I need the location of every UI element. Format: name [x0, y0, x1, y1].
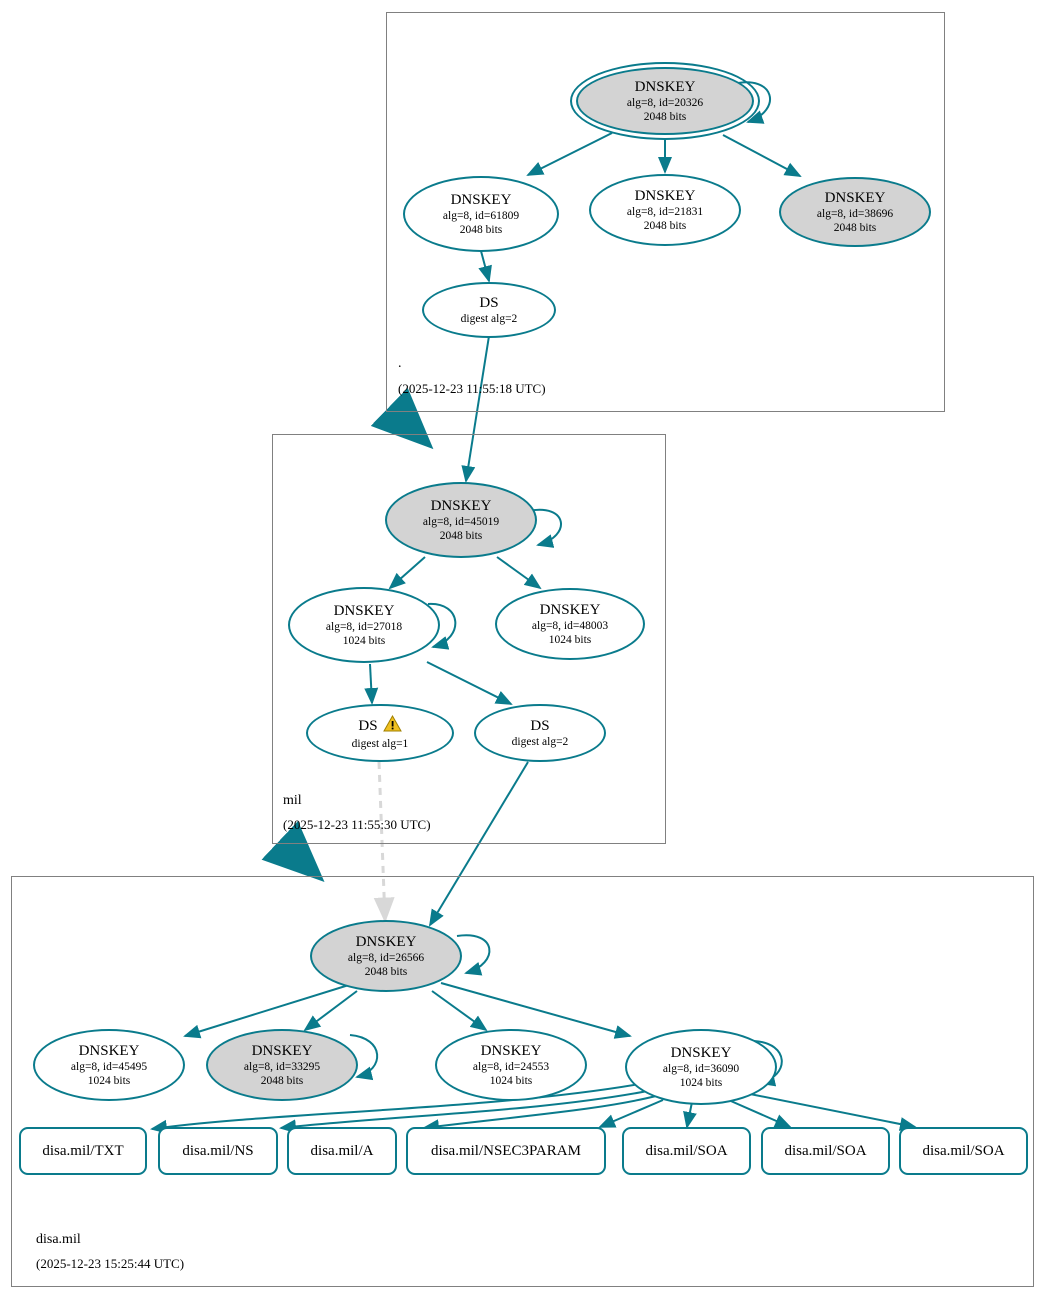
node-dnskey-36090-keyinfo: alg=8, id=36090	[662, 1062, 740, 1075]
node-dnskey-36090[interactable]	[625, 1029, 777, 1105]
warning-icon	[383, 715, 402, 737]
rrset-disa-mil-nsec3param-label: disa.mil/NSEC3PARAM	[431, 1142, 581, 1159]
node-dnskey-21831[interactable]	[589, 174, 741, 246]
zone-date-mil: (2025-12-23 11:55:30 UTC)	[283, 817, 431, 832]
node-dnskey-48003-size: 1024 bits	[548, 633, 592, 646]
node-dnskey-27018-title: DNSKEY	[333, 602, 395, 619]
node-dnskey-24553-title: DNSKEY	[480, 1042, 542, 1059]
node-ds-mil-digest1-digest: digest alg=1	[351, 738, 409, 750]
node-dnskey-33295[interactable]	[206, 1029, 358, 1101]
rrset-disa-mil-soa-1-label: disa.mil/SOA	[645, 1142, 728, 1159]
node-dnskey-61809-title: DNSKEY	[450, 191, 512, 208]
node-ds-root-digest: digest alg=2	[460, 312, 518, 325]
node-dnskey-33295-title: DNSKEY	[251, 1042, 313, 1059]
zone-date-disa-mil: (2025-12-23 15:25:44 UTC)	[36, 1256, 185, 1271]
node-dnskey-48003-keyinfo: alg=8, id=48003	[531, 619, 609, 632]
node-dnskey-33295-size: 2048 bits	[260, 1074, 304, 1087]
zone-label-root: .	[398, 356, 402, 371]
node-dnskey-45495-title: DNSKEY	[78, 1042, 140, 1059]
node-dnskey-26566[interactable]	[310, 920, 462, 992]
node-ds-mil-digest2-digest: digest alg=2	[511, 735, 569, 748]
node-dnskey-27018[interactable]	[288, 587, 440, 663]
rrset-disa-mil-nsec3param[interactable]	[406, 1127, 606, 1175]
node-dnskey-24553-keyinfo: alg=8, id=24553	[472, 1060, 550, 1073]
node-dnskey-20326-keyinfo: alg=8, id=20326	[626, 96, 704, 109]
node-dnskey-20326-size: 2048 bits	[643, 110, 687, 123]
rrset-disa-mil-soa-1[interactable]	[622, 1127, 751, 1175]
rrset-disa-mil-soa-3-label: disa.mil/SOA	[922, 1142, 1005, 1159]
node-dnskey-20326[interactable]	[576, 67, 754, 135]
node-ds-root-title: DS	[479, 294, 499, 311]
node-dnskey-24553[interactable]	[435, 1029, 587, 1101]
rrset-disa-mil-ns-label: disa.mil/NS	[182, 1142, 254, 1159]
zone-label-mil: mil	[283, 793, 302, 808]
node-dnskey-45019-title: DNSKEY	[430, 497, 492, 514]
node-ds-mil-digest2-title: DS	[530, 717, 550, 734]
node-dnskey-61809[interactable]	[403, 176, 559, 252]
node-dnskey-27018-keyinfo: alg=8, id=27018	[325, 620, 403, 633]
rrset-disa-mil-txt-label: disa.mil/TXT	[42, 1142, 124, 1159]
node-dnskey-45495-keyinfo: alg=8, id=45495	[70, 1060, 148, 1073]
rrset-disa-mil-txt[interactable]	[19, 1127, 147, 1175]
node-dnskey-45019-keyinfo: alg=8, id=45019	[422, 515, 500, 528]
rrset-disa-mil-a[interactable]	[287, 1127, 397, 1175]
node-dnskey-21831-keyinfo: alg=8, id=21831	[626, 205, 704, 218]
node-dnskey-45019[interactable]	[385, 482, 537, 558]
node-dnskey-48003-title: DNSKEY	[539, 601, 601, 618]
node-dnskey-24553-size: 1024 bits	[489, 1074, 533, 1087]
node-dnskey-26566-title: DNSKEY	[355, 933, 417, 950]
rrset-disa-mil-soa-2-label: disa.mil/SOA	[784, 1142, 867, 1159]
node-dnskey-33295-keyinfo: alg=8, id=33295	[243, 1060, 321, 1073]
node-dnskey-38696-keyinfo: alg=8, id=38696	[816, 207, 894, 220]
node-dnskey-45495[interactable]	[33, 1029, 185, 1101]
node-dnskey-61809-keyinfo: alg=8, id=61809	[442, 209, 520, 222]
zone-label-disa-mil: disa.mil	[36, 1232, 81, 1247]
rrset-disa-mil-soa-3[interactable]	[899, 1127, 1028, 1175]
node-dnskey-21831-title: DNSKEY	[634, 187, 696, 204]
node-dnskey-26566-size: 2048 bits	[364, 965, 408, 978]
rrset-disa-mil-ns[interactable]	[158, 1127, 278, 1175]
rrset-disa-mil-a-label: disa.mil/A	[310, 1142, 374, 1159]
node-dnskey-38696-title: DNSKEY	[824, 189, 886, 206]
node-ds-root[interactable]	[422, 282, 556, 338]
rrset-disa-mil-soa-2[interactable]	[761, 1127, 890, 1175]
node-dnskey-26566-keyinfo: alg=8, id=26566	[347, 951, 425, 964]
node-dnskey-36090-size: 1024 bits	[679, 1076, 723, 1089]
node-ds-mil-digest1-title: DS	[358, 717, 378, 734]
node-dnskey-20326-title: DNSKEY	[634, 78, 696, 95]
node-dnskey-38696[interactable]	[779, 177, 931, 247]
node-dnskey-45495-size: 1024 bits	[87, 1074, 131, 1087]
node-dnskey-21831-size: 2048 bits	[643, 219, 687, 232]
node-ds-mil-digest2[interactable]	[474, 704, 606, 762]
node-dnskey-38696-size: 2048 bits	[833, 221, 877, 234]
zone-date-root: (2025-12-23 11:55:18 UTC)	[398, 381, 546, 396]
node-dnskey-61809-size: 2048 bits	[459, 223, 503, 236]
node-dnskey-27018-size: 1024 bits	[342, 634, 386, 647]
node-dnskey-36090-title: DNSKEY	[670, 1044, 732, 1061]
node-ds-mil-digest1[interactable]	[306, 704, 454, 762]
node-dnskey-48003[interactable]	[495, 588, 645, 660]
node-dnskey-45019-size: 2048 bits	[439, 529, 483, 542]
